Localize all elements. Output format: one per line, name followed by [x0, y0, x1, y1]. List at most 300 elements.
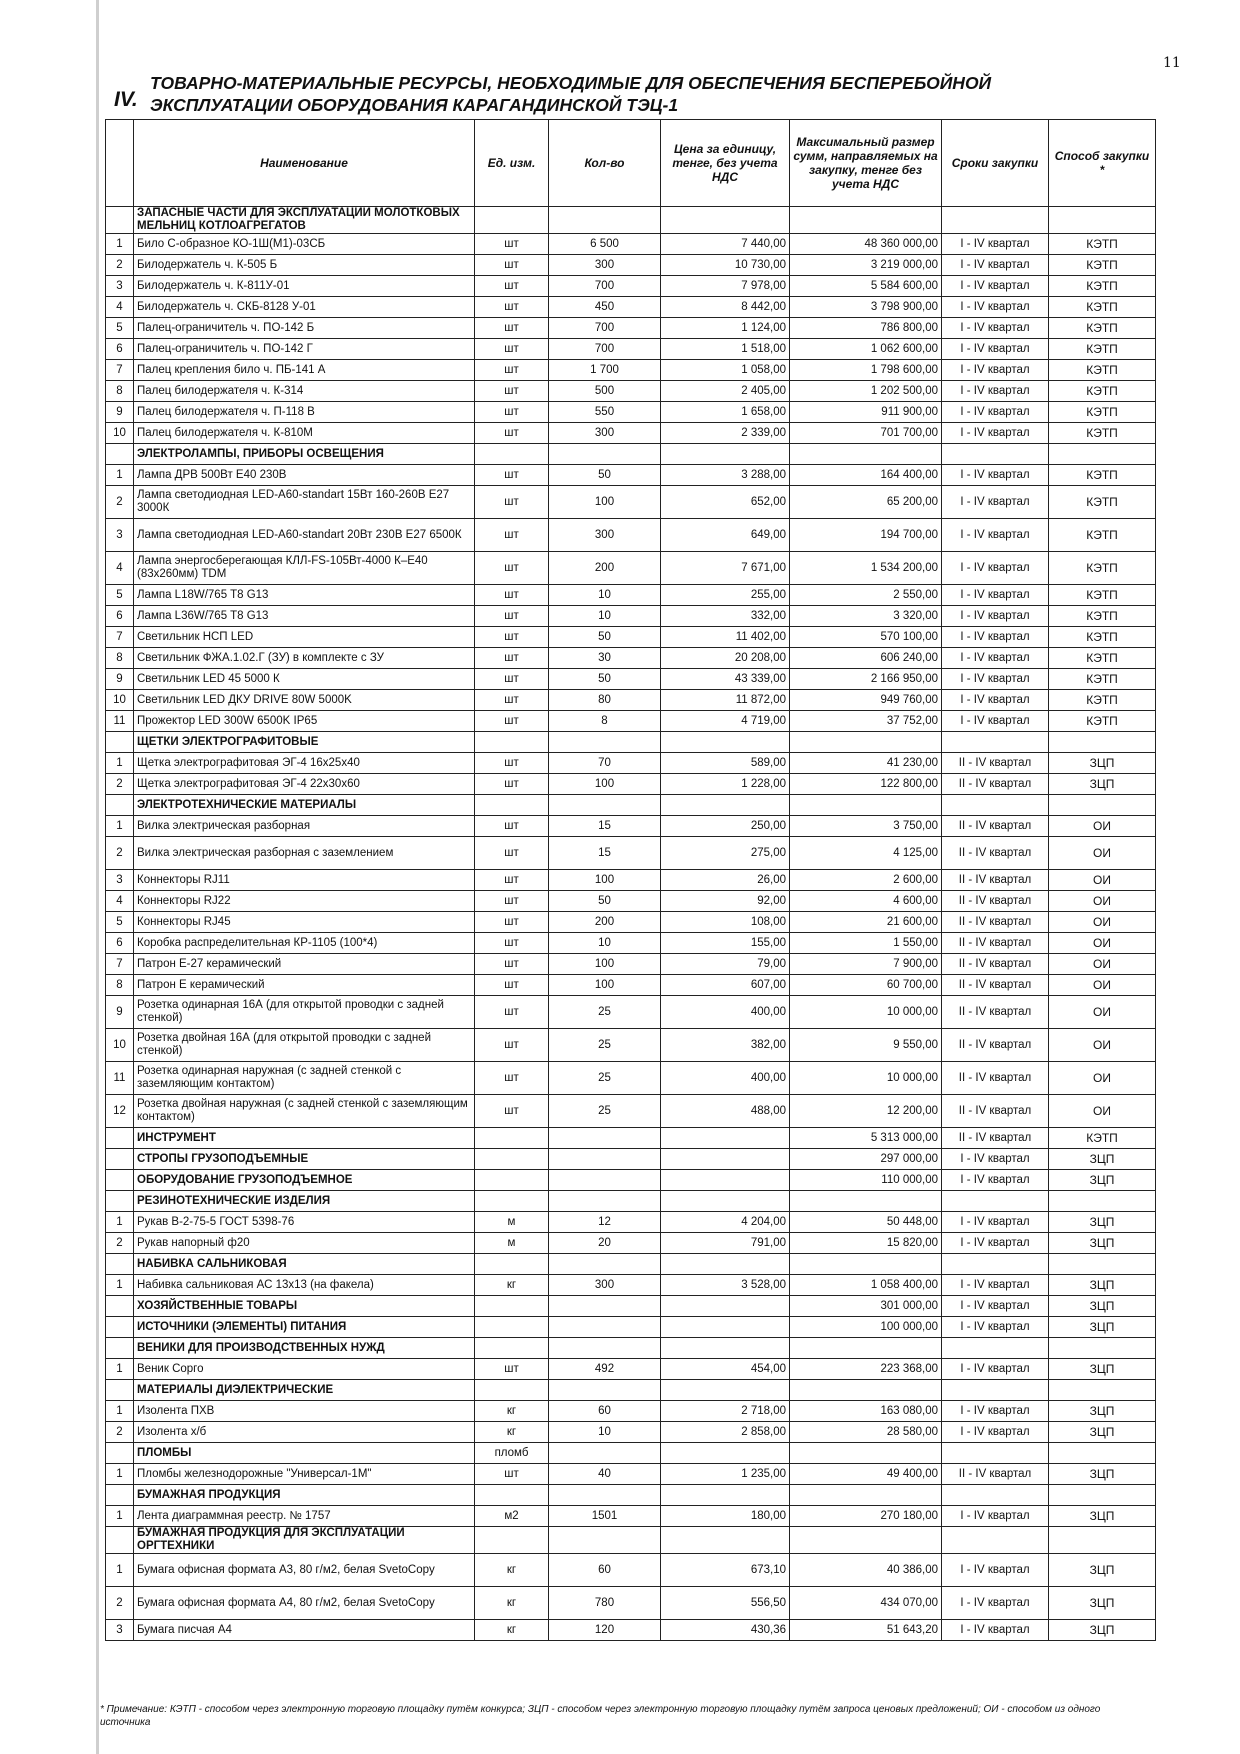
row-unit: шт	[475, 996, 549, 1029]
row-timing: I - IV квартал	[942, 1401, 1049, 1422]
row-quantity	[549, 795, 661, 816]
row-quantity: 60	[549, 1401, 661, 1422]
row-name: Вилка электрическая разборная с заземлением	[134, 837, 475, 870]
row-method	[1049, 732, 1156, 753]
row-unit: шт	[475, 891, 549, 912]
row-number	[106, 1128, 134, 1149]
row-name: Лента диаграммная реестр. № 1757	[134, 1506, 475, 1527]
row-unit-price	[661, 1254, 790, 1275]
row-method: ЗЦП	[1049, 1275, 1156, 1296]
row-number: 10	[106, 423, 134, 444]
row-number: 8	[106, 975, 134, 996]
row-sum: 7 900,00	[790, 954, 942, 975]
row-sum: 122 800,00	[790, 774, 942, 795]
row-name: ИСТОЧНИКИ (ЭЛЕМЕНТЫ) ПИТАНИЯ	[134, 1317, 475, 1338]
row-quantity: 300	[549, 423, 661, 444]
table-row	[106, 870, 1156, 891]
row-unit: шт	[475, 627, 549, 648]
row-name: Палец билодержателя ч. П-118 В	[134, 402, 475, 423]
row-sum: 570 100,00	[790, 627, 942, 648]
table-row	[106, 255, 1156, 276]
row-quantity	[549, 1170, 661, 1191]
row-quantity: 100	[549, 486, 661, 519]
row-quantity	[549, 1380, 661, 1401]
section-row	[106, 1527, 1156, 1554]
table-row	[106, 1233, 1156, 1254]
row-name: Коннекторы RJ22	[134, 891, 475, 912]
row-quantity: 300	[549, 1275, 661, 1296]
row-unit: шт	[475, 276, 549, 297]
row-quantity: 50	[549, 465, 661, 486]
row-method: ЗЦП	[1049, 1554, 1156, 1587]
row-method: ОИ	[1049, 1095, 1156, 1128]
row-unit	[475, 1338, 549, 1359]
row-number: 4	[106, 891, 134, 912]
row-unit-price	[661, 1149, 790, 1170]
row-unit	[475, 1170, 549, 1191]
row-unit: шт	[475, 912, 549, 933]
row-unit: шт	[475, 1029, 549, 1062]
row-sum: 49 400,00	[790, 1464, 942, 1485]
row-quantity: 50	[549, 627, 661, 648]
row-sum: 786 800,00	[790, 318, 942, 339]
row-name: НАБИВКА САЛЬНИКОВАЯ	[134, 1254, 475, 1275]
row-unit-price	[661, 732, 790, 753]
row-unit-price	[661, 1296, 790, 1317]
header-number	[106, 120, 134, 207]
row-timing: I - IV квартал	[942, 1359, 1049, 1380]
row-quantity: 200	[549, 552, 661, 585]
header-timing: Сроки закупки	[942, 120, 1049, 207]
row-timing: I - IV квартал	[942, 648, 1049, 669]
table-row	[106, 606, 1156, 627]
row-number	[106, 795, 134, 816]
row-number: 1	[106, 753, 134, 774]
row-method: ЗЦП	[1049, 774, 1156, 795]
row-unit: шт	[475, 1464, 549, 1485]
section-row	[106, 1149, 1156, 1170]
header-name: Наименование	[134, 120, 475, 207]
section-row	[106, 1128, 1156, 1149]
table-row	[106, 1506, 1156, 1527]
row-unit: шт	[475, 1095, 549, 1128]
row-number: 4	[106, 297, 134, 318]
row-unit: шт	[475, 1359, 549, 1380]
row-number	[106, 732, 134, 753]
row-name: Коробка распределительная КР-1105 (100*4)	[134, 933, 475, 954]
row-method: КЭТП	[1049, 297, 1156, 318]
row-unit	[475, 1128, 549, 1149]
row-method: ОИ	[1049, 996, 1156, 1029]
row-unit: кг	[475, 1620, 549, 1641]
row-timing: I - IV квартал	[942, 276, 1049, 297]
table-row	[106, 1587, 1156, 1620]
row-method: ОИ	[1049, 816, 1156, 837]
row-method: ОИ	[1049, 933, 1156, 954]
row-sum: 12 200,00	[790, 1095, 942, 1128]
row-timing: II - IV квартал	[942, 1095, 1049, 1128]
row-timing: I - IV квартал	[942, 1149, 1049, 1170]
row-sum: 3 219 000,00	[790, 255, 942, 276]
row-sum: 606 240,00	[790, 648, 942, 669]
row-name: Прожектор LED 300W 6500K IP65	[134, 711, 475, 732]
row-timing	[942, 1527, 1049, 1554]
row-sum: 50 448,00	[790, 1212, 942, 1233]
row-quantity: 200	[549, 912, 661, 933]
row-name: Рукав В-2-75-5 ГОСТ 5398-76	[134, 1212, 475, 1233]
row-name: ОБОРУДОВАНИЕ ГРУЗОПОДЪЕМНОЕ	[134, 1170, 475, 1191]
row-name: Лампа светодиодная LED-А60-standart 15Вт 160-260В Е27 3000К	[134, 486, 475, 519]
table-row	[106, 465, 1156, 486]
row-quantity: 780	[549, 1587, 661, 1620]
row-sum: 1 798 600,00	[790, 360, 942, 381]
row-quantity	[549, 732, 661, 753]
row-number: 8	[106, 381, 134, 402]
row-unit: шт	[475, 465, 549, 486]
row-unit	[475, 207, 549, 234]
row-quantity: 80	[549, 690, 661, 711]
row-quantity: 10	[549, 585, 661, 606]
row-quantity	[549, 1128, 661, 1149]
row-number: 1	[106, 1401, 134, 1422]
row-quantity: 15	[549, 837, 661, 870]
table-row	[106, 1095, 1156, 1128]
row-method: КЭТП	[1049, 585, 1156, 606]
table-row	[106, 669, 1156, 690]
row-unit: шт	[475, 837, 549, 870]
row-number: 2	[106, 1422, 134, 1443]
row-unit: шт	[475, 690, 549, 711]
row-name: Щетка электрографитовая ЭГ-4 16х25х40	[134, 753, 475, 774]
row-quantity: 50	[549, 891, 661, 912]
row-timing: II - IV квартал	[942, 954, 1049, 975]
row-unit: шт	[475, 954, 549, 975]
row-number: 2	[106, 1587, 134, 1620]
row-number: 5	[106, 912, 134, 933]
row-timing: II - IV квартал	[942, 1062, 1049, 1095]
row-sum: 164 400,00	[790, 465, 942, 486]
row-sum: 911 900,00	[790, 402, 942, 423]
row-unit: шт	[475, 870, 549, 891]
row-sum: 9 550,00	[790, 1029, 942, 1062]
row-unit: шт	[475, 585, 549, 606]
row-name: Палец-ограничитель ч. ПО-142 Г	[134, 339, 475, 360]
section-row	[106, 1191, 1156, 1212]
row-number: 1	[106, 234, 134, 255]
row-timing: II - IV квартал	[942, 816, 1049, 837]
row-number: 11	[106, 711, 134, 732]
row-unit-price	[661, 1317, 790, 1338]
row-method	[1049, 1191, 1156, 1212]
table-row	[106, 1359, 1156, 1380]
scan-edge-shadow	[96, 0, 99, 1754]
row-method: ЗЦП	[1049, 1422, 1156, 1443]
row-unit-price: 108,00	[661, 912, 790, 933]
row-sum	[790, 1254, 942, 1275]
row-timing: I - IV квартал	[942, 465, 1049, 486]
row-quantity: 25	[549, 1095, 661, 1128]
row-number: 10	[106, 690, 134, 711]
row-timing: I - IV квартал	[942, 1275, 1049, 1296]
row-sum	[790, 1443, 942, 1464]
row-method: КЭТП	[1049, 690, 1156, 711]
row-method: ОИ	[1049, 837, 1156, 870]
row-number: 5	[106, 318, 134, 339]
row-quantity: 450	[549, 297, 661, 318]
row-number: 9	[106, 669, 134, 690]
row-number: 12	[106, 1095, 134, 1128]
row-sum: 297 000,00	[790, 1149, 942, 1170]
row-quantity: 12	[549, 1212, 661, 1233]
row-unit-price: 255,00	[661, 585, 790, 606]
row-sum: 3 750,00	[790, 816, 942, 837]
row-number: 9	[106, 402, 134, 423]
row-unit-price	[661, 1485, 790, 1506]
row-method: ОИ	[1049, 912, 1156, 933]
row-method: КЭТП	[1049, 276, 1156, 297]
table-row	[106, 627, 1156, 648]
row-method	[1049, 1527, 1156, 1554]
page-title: ТОВАРНО-МАТЕРИАЛЬНЫЕ РЕСУРСЫ, НЕОБХОДИМЫЕ ДЛЯ ОБЕСПЕЧЕНИЯ БЕСПЕРЕБОЙНОЙ ЭКСПЛУАТАЦИИ ОБОРУДОВАНИЯ КАРАГАНДИНСКОЙ ТЭЦ-1	[150, 73, 992, 115]
row-quantity: 10	[549, 606, 661, 627]
row-number: 2	[106, 255, 134, 276]
row-method: ЗЦП	[1049, 1170, 1156, 1191]
row-timing: I - IV квартал	[942, 1233, 1049, 1254]
table-row	[106, 996, 1156, 1029]
row-number	[106, 444, 134, 465]
row-timing: I - IV квартал	[942, 423, 1049, 444]
row-name: Набивка сальниковая АС 13х13 (на факела)	[134, 1275, 475, 1296]
row-name: СТРОПЫ ГРУЗОПОДЪЕМНЫЕ	[134, 1149, 475, 1170]
row-unit	[475, 1296, 549, 1317]
row-name: Лампа энергосберегающая КЛЛ-FS-105Вт-4000 К–Е40 (83х260мм) TDM	[134, 552, 475, 585]
table-row	[106, 1620, 1156, 1641]
row-sum	[790, 1380, 942, 1401]
row-unit-price: 3 288,00	[661, 465, 790, 486]
row-method: КЭТП	[1049, 423, 1156, 444]
row-unit: шт	[475, 381, 549, 402]
row-method: ЗЦП	[1049, 1359, 1156, 1380]
table-row	[106, 816, 1156, 837]
row-name: Лампа L36W/765 T8 G13	[134, 606, 475, 627]
row-number: 8	[106, 648, 134, 669]
row-name: Розетка одинарная наружная (с задней стенкой с заземляющим контактом)	[134, 1062, 475, 1095]
table-row	[106, 975, 1156, 996]
row-sum	[790, 1485, 942, 1506]
table-row	[106, 891, 1156, 912]
row-sum: 949 760,00	[790, 690, 942, 711]
row-name: ЭЛЕКТРОТЕХНИЧЕСКИЕ МАТЕРИАЛЫ	[134, 795, 475, 816]
row-timing: II - IV квартал	[942, 774, 1049, 795]
table-body	[106, 207, 1156, 1641]
table-header	[106, 120, 1156, 207]
row-timing: I - IV квартал	[942, 711, 1049, 732]
row-sum	[790, 732, 942, 753]
row-name: МАТЕРИАЛЫ ДИЭЛЕКТРИЧЕСКИЕ	[134, 1380, 475, 1401]
row-number: 6	[106, 339, 134, 360]
row-timing: I - IV квартал	[942, 1212, 1049, 1233]
row-unit-price: 79,00	[661, 954, 790, 975]
row-sum: 2 166 950,00	[790, 669, 942, 690]
row-method: КЭТП	[1049, 339, 1156, 360]
row-method: ЗЦП	[1049, 1149, 1156, 1170]
row-quantity: 700	[549, 318, 661, 339]
row-name: Вилка электрическая разборная	[134, 816, 475, 837]
row-unit-price	[661, 1170, 790, 1191]
row-timing: I - IV квартал	[942, 1170, 1049, 1191]
row-timing	[942, 1380, 1049, 1401]
row-number: 1	[106, 1212, 134, 1233]
row-name: ЭЛЕКТРОЛАМПЫ, ПРИБОРЫ ОСВЕЩЕНИЯ	[134, 444, 475, 465]
row-sum: 1 202 500,00	[790, 381, 942, 402]
table-row	[106, 1554, 1156, 1587]
row-method: ЗЦП	[1049, 1317, 1156, 1338]
row-sum: 5 584 600,00	[790, 276, 942, 297]
row-method: ЗЦП	[1049, 1587, 1156, 1620]
row-name: Светильник ФЖА.1.02.Г (ЗУ) в комплекте с ЗУ	[134, 648, 475, 669]
row-name: Лампа светодиодная LED-А60-standart 20Вт 230В Е27 6500К	[134, 519, 475, 552]
row-quantity: 25	[549, 1062, 661, 1095]
row-unit: м2	[475, 1506, 549, 1527]
row-unit-price: 1 658,00	[661, 402, 790, 423]
row-unit-price: 652,00	[661, 486, 790, 519]
row-unit-price: 11 402,00	[661, 627, 790, 648]
row-unit-price: 275,00	[661, 837, 790, 870]
row-sum: 100 000,00	[790, 1317, 942, 1338]
row-name: Било С-образное КО-1Ш(М1)-03СБ	[134, 234, 475, 255]
row-sum: 163 080,00	[790, 1401, 942, 1422]
row-method: КЭТП	[1049, 669, 1156, 690]
row-method: КЭТП	[1049, 606, 1156, 627]
row-timing: I - IV квартал	[942, 402, 1049, 423]
row-unit: пломб	[475, 1443, 549, 1464]
row-unit-price: 1 058,00	[661, 360, 790, 381]
table-row	[106, 1029, 1156, 1062]
section-row	[106, 795, 1156, 816]
row-sum: 110 000,00	[790, 1170, 942, 1191]
row-number	[106, 1149, 134, 1170]
row-timing: II - IV квартал	[942, 753, 1049, 774]
row-method: ОИ	[1049, 870, 1156, 891]
row-unit-price: 1 518,00	[661, 339, 790, 360]
row-unit-price: 649,00	[661, 519, 790, 552]
table-row	[106, 585, 1156, 606]
row-sum: 48 360 000,00	[790, 234, 942, 255]
table-row	[106, 318, 1156, 339]
row-name: Веник Сорго	[134, 1359, 475, 1380]
row-timing: I - IV квартал	[942, 1317, 1049, 1338]
row-method: КЭТП	[1049, 402, 1156, 423]
row-quantity: 15	[549, 816, 661, 837]
row-timing: I - IV квартал	[942, 1506, 1049, 1527]
row-unit: шт	[475, 255, 549, 276]
table-row	[106, 753, 1156, 774]
row-method: КЭТП	[1049, 711, 1156, 732]
row-number	[106, 1191, 134, 1212]
row-method: КЭТП	[1049, 465, 1156, 486]
row-method: КЭТП	[1049, 486, 1156, 519]
section-number: IV.	[114, 88, 138, 111]
table-row	[106, 486, 1156, 519]
row-sum	[790, 1191, 942, 1212]
section-row	[106, 1317, 1156, 1338]
row-number	[106, 1485, 134, 1506]
row-unit: шт	[475, 519, 549, 552]
row-quantity: 500	[549, 381, 661, 402]
row-method	[1049, 1254, 1156, 1275]
row-name: Светильник LED ДКУ DRIVE 80W 5000K	[134, 690, 475, 711]
row-timing: II - IV квартал	[942, 837, 1049, 870]
row-unit-price: 332,00	[661, 606, 790, 627]
row-number	[106, 1443, 134, 1464]
row-unit-price: 488,00	[661, 1095, 790, 1128]
row-sum	[790, 1527, 942, 1554]
row-sum: 40 386,00	[790, 1554, 942, 1587]
row-method	[1049, 444, 1156, 465]
row-timing: I - IV квартал	[942, 339, 1049, 360]
row-quantity: 8	[549, 711, 661, 732]
row-unit: шт	[475, 339, 549, 360]
section-row	[106, 1338, 1156, 1359]
row-sum: 21 600,00	[790, 912, 942, 933]
row-sum: 5 313 000,00	[790, 1128, 942, 1149]
row-number	[106, 1296, 134, 1317]
row-quantity	[549, 1254, 661, 1275]
row-timing: I - IV квартал	[942, 297, 1049, 318]
row-method: ЗЦП	[1049, 1620, 1156, 1641]
row-quantity: 700	[549, 339, 661, 360]
table-row	[106, 519, 1156, 552]
row-timing: II - IV квартал	[942, 996, 1049, 1029]
row-unit-price	[661, 1191, 790, 1212]
row-name: Розетка одинарная 16А (для открытой проводки с задней стенкой)	[134, 996, 475, 1029]
row-timing: I - IV квартал	[942, 486, 1049, 519]
header-method: Способ закупки *	[1049, 120, 1156, 207]
row-method: КЭТП	[1049, 234, 1156, 255]
row-quantity: 300	[549, 519, 661, 552]
row-name: Розетка двойная наружная (с задней стенкой с заземляющим контактом)	[134, 1095, 475, 1128]
row-number: 1	[106, 816, 134, 837]
row-unit-price: 556,50	[661, 1587, 790, 1620]
row-method: ЗЦП	[1049, 1401, 1156, 1422]
row-name: ПЛОМБЫ	[134, 1443, 475, 1464]
table-row	[106, 711, 1156, 732]
row-unit-price	[661, 444, 790, 465]
row-unit-price: 400,00	[661, 996, 790, 1029]
row-number: 3	[106, 276, 134, 297]
row-method: КЭТП	[1049, 1128, 1156, 1149]
row-unit	[475, 1380, 549, 1401]
row-timing: I - IV квартал	[942, 255, 1049, 276]
row-unit: шт	[475, 402, 549, 423]
section-row	[106, 1485, 1156, 1506]
row-unit: кг	[475, 1275, 549, 1296]
row-name: Палец билодержателя ч. К-314	[134, 381, 475, 402]
row-name: Палец билодержателя ч. К-810М	[134, 423, 475, 444]
table-row	[106, 1275, 1156, 1296]
row-sum: 434 070,00	[790, 1587, 942, 1620]
row-timing: I - IV квартал	[942, 1554, 1049, 1587]
row-name: Бумага писчая А4	[134, 1620, 475, 1641]
row-quantity	[549, 1191, 661, 1212]
row-sum: 41 230,00	[790, 753, 942, 774]
row-quantity	[549, 207, 661, 234]
row-quantity: 10	[549, 1422, 661, 1443]
row-method: ЗЦП	[1049, 1464, 1156, 1485]
row-timing	[942, 732, 1049, 753]
row-number: 1	[106, 1359, 134, 1380]
row-unit-price: 250,00	[661, 816, 790, 837]
